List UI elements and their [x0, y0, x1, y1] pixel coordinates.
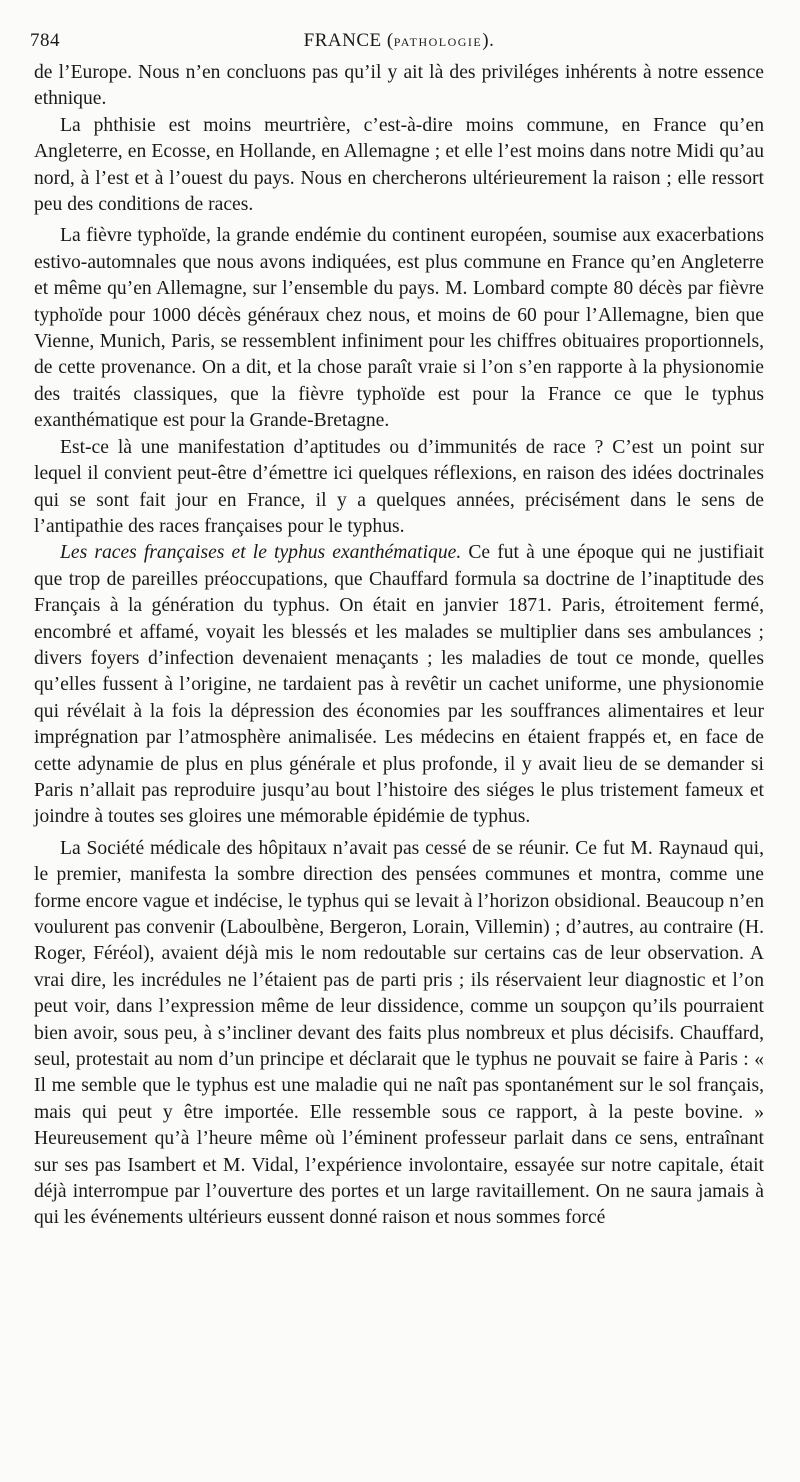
paragraph-1: de l’Europe. Nous n’en concluons pas qu’il y ait là des priviléges inhérents à notre essence ethnique. — [34, 62, 764, 110]
page-number: 784 — [30, 30, 60, 51]
paragraph-3: La fièvre typhoïde, la grande endémie du continent européen, soumise aux exacerbations estivo-automnales que nous avons indiquées, est plus commune en France qu’en Angleterre et même qu’en Allemagne, sur l’ensemble du pays. M. Lombard compte 80 décès par fièvre typhoïde pour 1000 décès généraux chez nous, et moins de 60 pour l’Allemagne, bien que Vienne, Munich, Paris, se ressemblent infiniment pour les chiffres obituaires proportionnels, de cette provenance. On a dit, et la chose paraît vraie si l’on s’en rapporte à la physionomie des traités classiques, que la fièvre typhoïde est pour la France ce que le typhus exanthématique est pour la Grande-Bretagne. — [34, 225, 764, 432]
running-head-paren-open: ( — [386, 30, 394, 51]
paragraph-5 — [34, 540, 764, 830]
running-head-paren-close: ). — [482, 30, 495, 51]
running-head-subtitle: PATHOLOGIE — [393, 35, 483, 49]
paragraph-4: Est-ce là une manifestation d’aptitudes ou d’immunités de race ? C’est un point sur lequel il convient peut-être d’émettre ici quelques réflexions, en raison des idées doctrinales qui se sont fait jour en France, il y a quelques années, précisément dans le sens de l’antipathie des races françaises pour le typhus. — [34, 436, 764, 537]
paragraph-2: La phthisie est moins meurtrière, c’est-à-dire moins commune, en France qu’en Angleterre, en Ecosse, en Hollande, en Allemagne ; et elle l’est moins dans notre Midi qu’au nord, à l’est et à l’ouest du pays. Nous en chercherons ultérieurement la raison ; elle ressort peu des conditions de races. — [34, 114, 764, 216]
paragraph-5-text: Ce fut à une époque qui ne justifiait que trop de pareilles préoccupations, que Chauffard formula sa doctrine de l’inaptitude des Français à la génération du typhus. On était en janvier 1871. Paris, étroitement fermé, encombré et affamé, voyait les blessés et les malades se multiplier dans ses ambulances ; divers foyers d’infection devenaient menaçants ; les maladies de tout ce monde, quelles qu’elles fussent à l’origine, ne tardaient pas à revêtir un cachet uniforme, une physionomie qui révélait à la fois la dépression des économies par les souffrances alimentaires et leur imprégnation par l’atmosphère animalisée. Les médecins en étaient frappés et, en face de cette adynamie de plus en plus générale et plus profonde, il y avait lieu de se demander si Paris n’allait pas reproduire jusqu’au bout l’histoire des siéges le plus tristement fameux et joindre à toutes ses gloires une mémorable épidémie de typhus. — [34, 542, 764, 828]
section-heading: Les races françaises et le typhus exanthématique. — [60, 542, 462, 564]
body-text — [34, 60, 764, 1232]
paragraph-6: La Société médicale des hôpitaux n’avait pas cessé de se réunir. Ce fut M. Raynaud qui, le premier, manifesta la sombre direction des pensées communes et montra, comme une forme encore vague et indécise, le typhus qui se levait à l’horizon obsidional. Beaucoup n’en voulurent pas convenir (Laboulbène, Bergeron, Lorain, Villemin) ; d’autres, au contraire (H. Roger, Féréol), avaient déjà mis le nom redoutable sur certains cas de leur observation. A vrai dire, les incrédules ne l’étaient pas de parti pris ; ils réservaient leur diagnostic et l’on peut voir, dans l’expression même de leur dissidence, comme un soupçon qu’ils pourraient bien avoir, sous peu, à s’incliner devant des faits plus nombreux et plus décisifs. Chauffard, seul, protestait au nom d’un principe et déclarait que le typhus ne pouvait se faire à Paris : « Il me semble que le typhus est une maladie qui ne naît pas spontanément sur le sol français, mais qui peut y être importée. Elle ressemble sous ce rapport, à la peste bovine. » Heureusement qu’à l’heure même où l’éminent professeur parlait dans ce sens, entraînant sur ses pas Isambert et M. Vidal, l’expérience involontaire, essayée sur notre capitale, était déjà interrompue par l’ouverture des portes et un large ravitaillement. On ne saura jamais à qui les événements ultérieurs eussent donné raison et nous sommes forcé — [34, 837, 764, 1229]
running-head — [30, 30, 768, 52]
running-head-title: FRANCE — [303, 30, 382, 51]
page-header — [30, 30, 768, 56]
